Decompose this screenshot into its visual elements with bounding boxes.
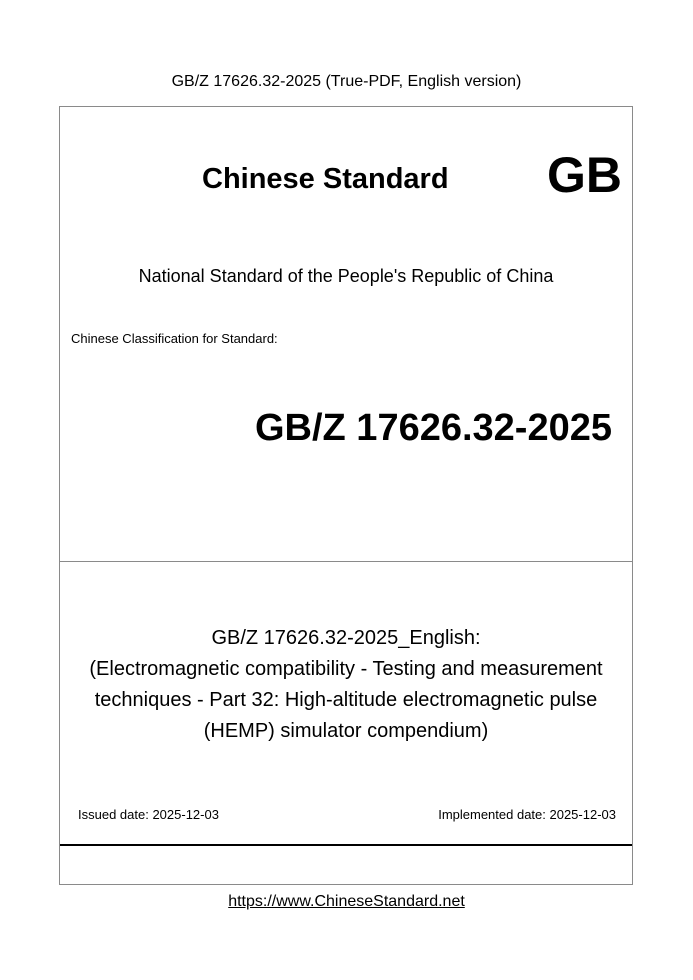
issued-date: Issued date: 2025-12-03	[78, 807, 219, 822]
cover-bottom-box	[60, 846, 632, 884]
title-line-3: techniques - Part 32: High-altitude electromagnetic pulse	[94, 689, 598, 711]
title-line-1: GB/Z 17626.32-2025_English:	[211, 627, 481, 649]
cover-frame	[59, 106, 633, 885]
implemented-date: Implemented date: 2025-12-03	[438, 807, 616, 822]
brand-title: Chinese Standard	[202, 163, 449, 195]
document-header: GB/Z 17626.32-2025 (True-PDF, English version)	[171, 73, 522, 90]
classification-label: Chinese Classification for Standard:	[71, 331, 278, 346]
gb-mark: GB	[547, 147, 622, 203]
cover-title-section	[60, 562, 632, 846]
cover-top-section	[60, 107, 632, 562]
title-line-2: (Electromagnetic compatibility - Testing and measurement	[89, 658, 603, 680]
website-link[interactable]: https://www.ChineseStandard.net	[228, 893, 465, 910]
title-line-4: (HEMP) simulator compendium)	[203, 720, 489, 742]
footer	[0, 892, 693, 912]
national-standard-line: National Standard of the People's Republic of China	[138, 266, 554, 286]
standard-number: GB/Z 17626.32-2025	[254, 407, 612, 449]
document-title	[60, 623, 632, 747]
